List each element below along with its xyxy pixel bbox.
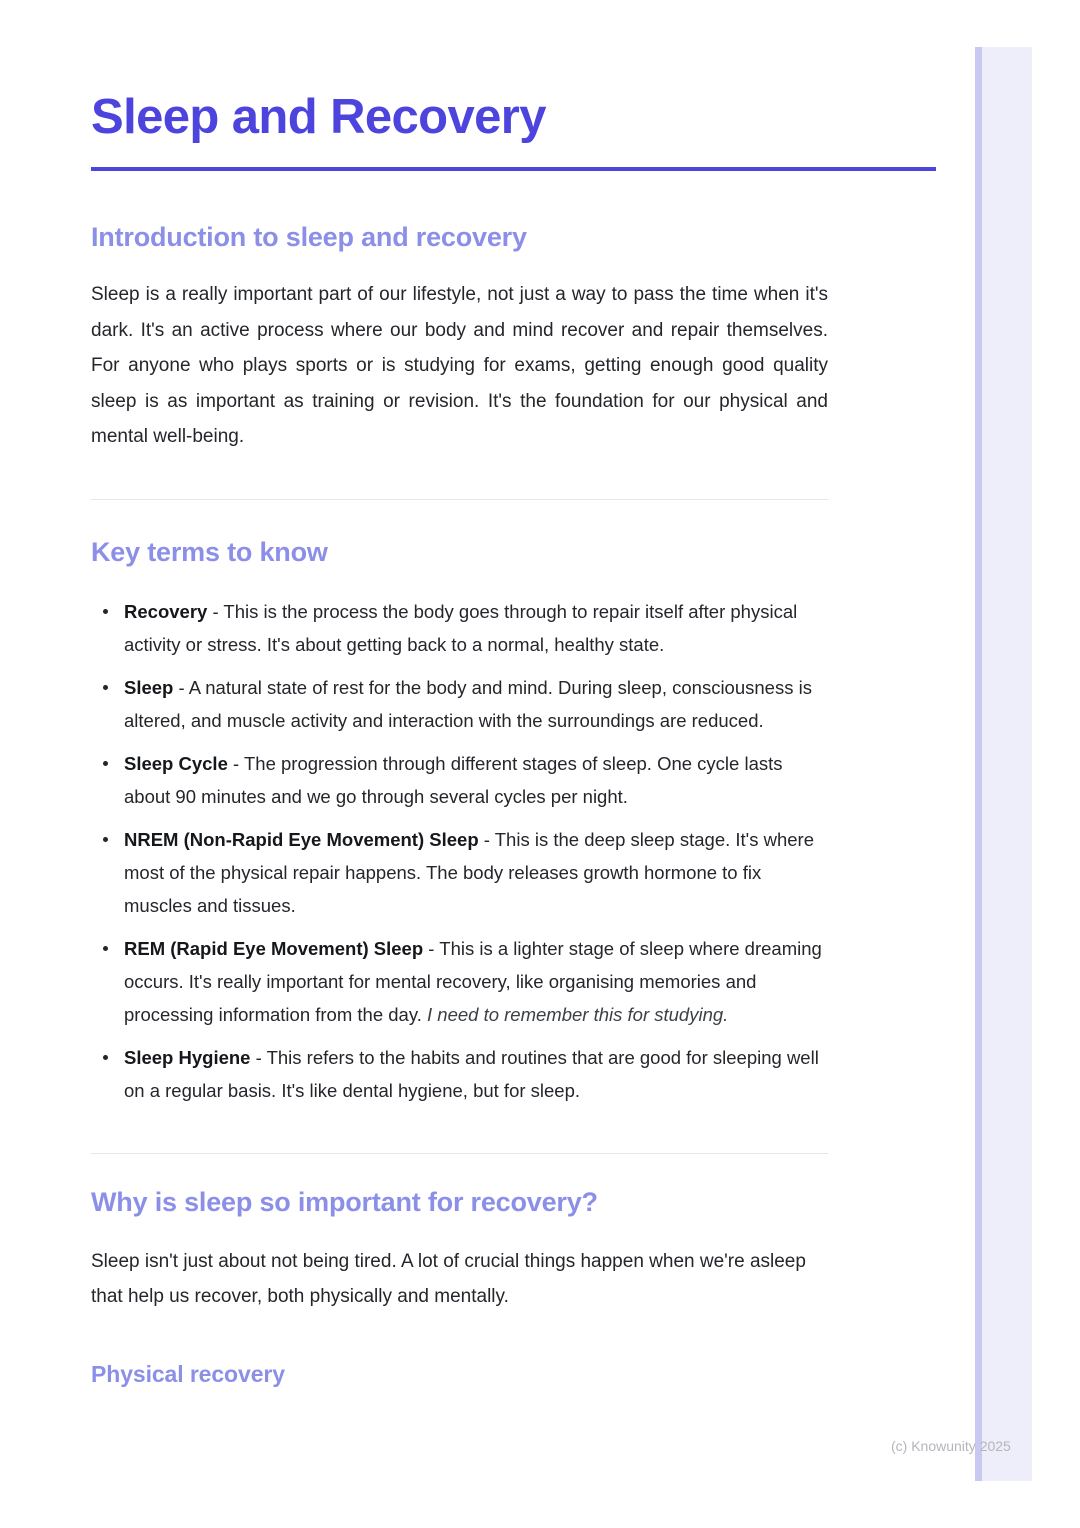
- term-dash: -: [250, 1047, 267, 1069]
- why-important-paragraph: Sleep isn't just about not being tired. A lot of crucial things happen when we're asleep that help us recover, both physically and mentally.: [91, 1250, 806, 1308]
- introduction-paragraph: Sleep is a really important part of our lifestyle, not just a way to pass the time when it's dark. It's an active process where our body and mind recover and repair themselves. For anyone who plays sports or is studying for exams, getting enough good quality sleep is as important as training or revision. It's the foundation for our physical and mental well-being.: [91, 284, 828, 448]
- subsection-heading-physical-recovery: Physical recovery: [91, 1360, 285, 1387]
- term-definition: This refers to the habits and routines that are good for sleeping well on a regular basis. It's like dental hygiene, but for sleep.: [124, 1047, 819, 1102]
- term-name: Recovery: [124, 601, 208, 623]
- list-item: [91, 1041, 828, 1107]
- term-name: Sleep Cycle: [124, 753, 228, 775]
- decorative-side-panel: [975, 47, 1032, 1481]
- term-definition: This is a lighter stage of sleep where dreaming occurs. It's really important for mental recovery, like organising memories and processing information from the day.: [124, 938, 822, 1026]
- term-name: Sleep Hygiene: [124, 1047, 251, 1069]
- list-item: [91, 932, 828, 1031]
- term-name: NREM (Non-Rapid Eye Movement) Sleep: [124, 829, 479, 851]
- term-dash: -: [227, 753, 244, 775]
- section-heading-key-terms: Key terms to know: [91, 536, 328, 567]
- term-definition: This is the process the body goes through to repair itself after physical activity or stress. It's about getting back to a normal, healthy state.: [124, 601, 798, 656]
- section-heading-why-important: Why is sleep so important for recovery?: [91, 1187, 598, 1218]
- term-definition: The progression through different stages of sleep. One cycle lasts about 90 minutes and we go through several cycles per night.: [124, 753, 783, 808]
- copyright-watermark: (c) Knowunity 2025: [891, 1438, 1011, 1454]
- term-dash: -: [207, 601, 224, 623]
- term-annotation: I need to remember this for studying.: [427, 1004, 729, 1026]
- term-dash: -: [173, 677, 189, 699]
- term-dash: -: [478, 829, 495, 851]
- term-name: Sleep: [124, 677, 174, 699]
- key-terms-list: [91, 595, 828, 1107]
- list-item: [91, 671, 828, 737]
- term-definition: This is the deep sleep stage. It's where most of the physical repair happens. The body releases growth hormone to fix muscles and tissues.: [124, 829, 814, 917]
- page-title: Sleep and Recovery: [91, 90, 546, 144]
- section-heading-introduction: Introduction to sleep and recovery: [91, 221, 527, 252]
- term-name: REM (Rapid Eye Movement) Sleep: [124, 938, 424, 960]
- decorative-side-panel-stripe: [975, 47, 982, 1481]
- list-item: [91, 747, 828, 813]
- document-content: [91, 0, 936, 1388]
- list-item: [91, 595, 828, 661]
- term-definition: A natural state of rest for the body and mind. During sleep, consciousness is altered, and muscle activity and interaction with the surroundings are reduced.: [124, 677, 812, 732]
- list-item: [91, 823, 828, 922]
- term-dash: -: [423, 938, 440, 960]
